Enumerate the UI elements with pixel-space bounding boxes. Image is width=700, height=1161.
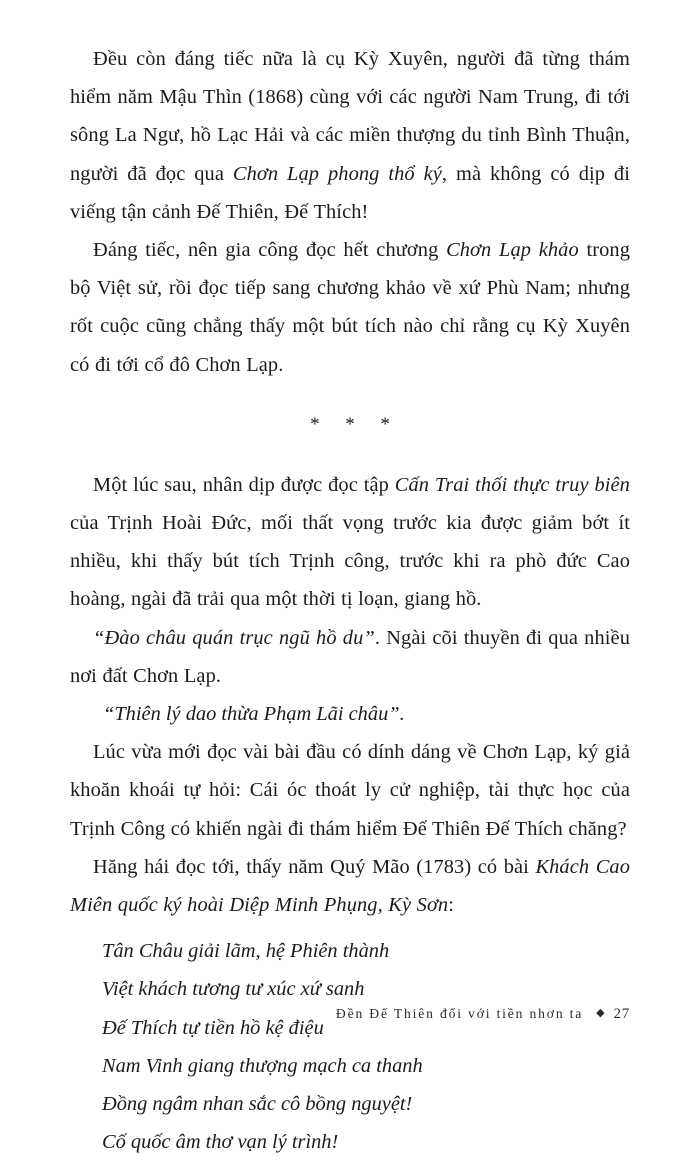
paragraph-2 bbox=[70, 231, 630, 384]
paragraph-1-run-1: Đều còn đáng tiếc nữa là cụ Kỳ Xuyên, người đã từng thám hiểm năm Mậu Thìn (1868) cùng với các người Nam Trung, đi tới sông La Ngư, hồ Lạc Hải và các miền thượng du tỉnh Bình Thuận, người đã đọc qua bbox=[70, 48, 630, 185]
quote-thien-ly-dao-thua: “Thiên lý dao thừa Phạm Lãi châu”. bbox=[103, 703, 405, 726]
poem-line: Đế Thích tự tiền hồ kệ điệu bbox=[102, 1016, 324, 1039]
footer-diamond-icon: ◆ bbox=[596, 1007, 605, 1019]
paragraph-1-run-3: , mà không có dịp đi viếng tận cảnh Đế Thiên, Đế Thích! bbox=[70, 162, 630, 223]
section-separator-asterisks: * * * bbox=[310, 413, 401, 435]
chapter-title-chon-lap-khao: Chơn Lạp khảo bbox=[446, 239, 579, 262]
quote-line-thien-ly bbox=[70, 695, 630, 733]
poem-line: Đồng ngâm nhan sắc cô bồng nguyệt! bbox=[102, 1093, 413, 1116]
paragraph-3-run-1: Một lúc sau, nhân dịp được đọc tập bbox=[93, 473, 395, 496]
paragraph-4 bbox=[70, 733, 630, 848]
page-text-block bbox=[70, 40, 630, 1161]
poem-line: Việt khách tương tư xúc xứ sanh bbox=[102, 978, 365, 1001]
running-head: Đền Đế Thiên đối với tiền nhơn ta bbox=[335, 1006, 584, 1021]
poem-title-khach-cao-mien-quoc: Khách Cao Miên quốc ký hoài Diệp Minh Phụng, Kỳ Sơn bbox=[70, 855, 630, 917]
book-title-chon-lap-phong-tho-ky: Chơn Lạp phong thổ ký bbox=[232, 162, 442, 185]
paragraph-2-run-3: trong bộ Việt sử, rồi đọc tiếp sang chương khảo về xứ Phù Nam; nhưng rốt cuộc cũng chẳng thấy một bút tích nào chỉ rằng cụ Kỳ Xuyên có đi tới cổ đô Chơn Lạp. bbox=[70, 239, 631, 376]
page-number: 27 bbox=[613, 1006, 630, 1022]
spacer-above-separator bbox=[70, 384, 630, 406]
paragraph-5 bbox=[70, 848, 630, 924]
poem-line: Tân Châu giải lãm, hệ Phiên thành bbox=[102, 940, 390, 963]
paragraph-3-run-3: của Trịnh Hoài Đức, mối thất vọng trước kia được giảm bớt ít nhiều, khi thấy bút tích Trịnh công, trước khi ra phò đức Cao hoàng, ngài đã trải qua một thời tị loạn, giang hồ. bbox=[70, 512, 630, 611]
spacer-above-poem bbox=[70, 924, 630, 932]
page-footer bbox=[70, 1006, 630, 1032]
poem-line: Nam Vinh giang thượng mạch ca thanh bbox=[102, 1054, 423, 1077]
paragraph-2-run-1: Đáng tiếc, nên gia công đọc hết chương bbox=[93, 239, 447, 262]
poem-line: Cố quốc âm thơ vạn lý trình! bbox=[102, 1131, 339, 1154]
paragraph-3 bbox=[70, 466, 630, 619]
quote-paragraph-dao-chau bbox=[70, 619, 630, 695]
paragraph-5-run-1: Hăng hái đọc tới, thấy năm Quý Mão (1783) có bài bbox=[93, 855, 536, 878]
paragraph-1 bbox=[70, 40, 630, 231]
quote-dao-chau-quan-truc: “Đào châu quán trục ngũ hồ du” bbox=[93, 626, 375, 649]
book-title-can-trai-thoi-thuc-truy-bien: Cấn Trai thối thực truy biên bbox=[394, 473, 630, 496]
paragraph-4-run-1: Lúc vừa mới đọc vài bài đầu có dính dáng về Chơn Lạp, ký giả khoăn khoái tự hỏi: Cái óc thoát ly cử nghiệp, tài thực học của Trịnh Công có khiến ngài đi thám hiểm Đế Thiên Đế Thích chăng? bbox=[70, 741, 630, 840]
quote-paragraph-dao-chau-tail: . Ngài cõi thuyền đi qua nhiều nơi đất Chơn Lạp. bbox=[70, 626, 630, 687]
paragraph-5-run-3: : bbox=[448, 894, 455, 917]
spacer-below-separator bbox=[70, 444, 630, 466]
poem-block bbox=[70, 932, 630, 1161]
